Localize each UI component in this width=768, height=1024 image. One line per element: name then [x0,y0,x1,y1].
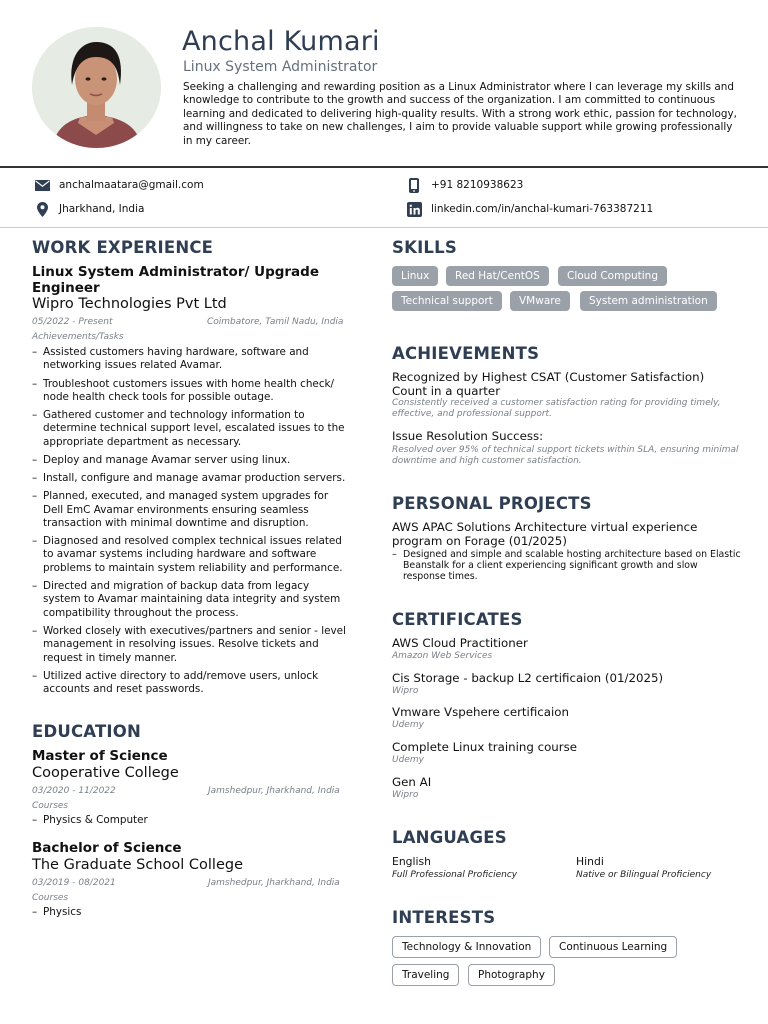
certificate-org: Wipro [392,686,419,696]
interest-chip: Continuous Learning [549,936,677,958]
list-item: – Directed and migration of backup data from legacy system to Avamar maintaining data integrity and system compatibility throughout the process. [32,580,347,620]
projects-heading: PERSONAL PROJECTS [392,494,592,513]
project-bullet: – Designed and simple and scalable hosting architecture based on Elastic Beanstalk for a client experiencing significant growth and slow response times. [392,549,742,582]
courses-label: Courses [32,801,69,811]
certificate-name: Vmware Vspehere certificaion [392,705,569,719]
work-bullets [32,346,347,701]
education-location: Jamshedpur, Jharkhand, India [208,878,340,888]
course-item: – Physics & Computer [32,814,148,827]
email-text: anchalmaatara@gmail.com [59,179,204,191]
skill-tag: System administration [580,291,717,311]
certificate-org: Udemy [392,755,424,765]
school-name: Cooperative College [32,765,179,781]
list-item: – Troubleshoot customers issues with home health check/ node health check tools for possible outage. [32,378,347,405]
contact-location [34,201,144,217]
interest-chip: Traveling [392,964,459,986]
certificate-org: Wipro [392,790,419,800]
skill-tag: Linux [392,266,438,286]
achievements-heading: ACHIEVEMENTS [392,344,540,363]
contact-divider [0,227,768,228]
achievement-title: Issue Resolution Success: [392,429,544,443]
contact-email[interactable] [34,177,204,193]
list-item: – Deploy and manage Avamar server using linux. [32,454,347,467]
contact-linkedin[interactable] [406,201,653,217]
achievement-desc: Resolved over 95% of technical support tickets within SLA, ensuring minimal downtime and high customer satisfaction. [392,445,739,466]
languages-heading: LANGUAGES [392,828,507,847]
skill-tag: VMware [510,291,570,311]
candidate-role: Linux System Administrator [183,59,378,75]
certificate-name: Gen AI [392,775,432,789]
certificate-name: Cis Storage - backup L2 certificaion (01/2025) [392,671,664,685]
list-item: – Diagnosed and resolved complex technical issues related to avamar systems including hardware and software problems to maintain system reliability and performance. [32,535,347,575]
education-location: Jamshedpur, Jharkhand, India [208,786,340,796]
school-name: The Graduate School College [32,857,244,873]
location-text: Jharkhand, India [59,203,145,215]
profile-summary: Seeking a challenging and rewarding position as a Linux Administrator where I can leverage my skills and knowledge to contribute to the growth and success of the organization. I am committed to continuous learning and dedicated to delivering high-quality results. With a strong work ethic, passion for technology, and willingness to take on new challenges, I aim to provide valuable support while growing professionally in my career. [183,81,737,147]
map-pin-icon [34,201,50,217]
skill-tag: Technical support [392,291,502,311]
education-dates: 03/2019 - 08/2021 [32,878,116,888]
company-name: Wipro Technologies Pvt Ltd [32,296,227,312]
header-divider [0,166,768,168]
interest-chip: Photography [468,964,555,986]
job-location: Coimbatore, Tamil Nadu, India [207,317,344,327]
interest-chip: Technology & Innovation [392,936,541,958]
candidate-name: Anchal Kumari [182,26,380,57]
list-item: – Planned, executed, and managed system upgrades for Dell EmC Avamar environments ensuring seamless transaction with minimal downtime and disruption. [32,490,347,530]
skills-heading: SKILLS [392,238,457,257]
list-item: – Install, configure and manage avamar production servers. [32,472,347,485]
education-heading: EDUCATION [32,722,141,741]
profile-photo [32,27,161,148]
envelope-icon [34,177,50,193]
linkedin-icon [406,201,422,217]
course-item: – Physics [32,906,81,919]
list-item: – Assisted customers having hardware, software and networking issues related Avamar. [32,346,347,373]
phone-text: +91 8210938623 [431,179,524,191]
language-level: Full Professional Proficiency [392,870,518,880]
contact-phone[interactable] [406,177,523,193]
education-dates: 03/2020 - 11/2022 [32,786,116,796]
language-name: Hindi [576,855,604,868]
list-item: – Gathered customer and technology information to determine technical support level, escalated issues to the appropriate department as necessary. [32,409,347,449]
language-name: English [392,855,431,868]
certificate-name: Complete Linux training course [392,740,578,754]
achievement-desc: Consistently received a customer satisfaction rating for providing timely, effective, and professional support. [392,398,721,419]
project-title: AWS APAC Solutions Architecture virtual experience program on Forage (01/2025) [392,520,698,548]
certificate-org: Amazon Web Services [392,651,493,661]
certificates-heading: CERTIFICATES [392,610,523,629]
degree-title: Bachelor of Science [32,840,182,856]
work-experience-heading: WORK EXPERIENCE [32,238,214,257]
skill-tag: Red Hat/CentOS [446,266,549,286]
skill-tag: Cloud Computing [558,266,667,286]
certificate-name: AWS Cloud Practitioner [392,636,528,650]
courses-label: Courses [32,893,69,903]
achievement-title: Recognized by Highest CSAT (Customer Satisfaction) Count in a quarter [392,370,705,398]
language-level: Native or Bilingual Proficiency [576,870,712,880]
mobile-phone-icon [406,177,422,193]
person-portrait-icon [32,27,161,148]
tasks-label: Achievements/Tasks [32,332,124,342]
list-item: – Worked closely with executives/partners and senior - level management in resolving issues. Resolve tickets and request in timely manner. [32,625,347,665]
job-dates: 05/2022 - Present [32,317,113,327]
linkedin-text: linkedin.com/in/anchal-kumari-763387211 [431,203,654,215]
interests-heading: INTERESTS [392,908,496,927]
certificate-org: Udemy [392,720,424,730]
job-title: Linux System Administrator/ Upgrade Engineer [32,264,319,296]
resume-header [0,0,768,168]
degree-title: Master of Science [32,748,168,764]
list-item: – Utilized active directory to add/remove users, unlock accounts and reset passwords. [32,670,347,697]
